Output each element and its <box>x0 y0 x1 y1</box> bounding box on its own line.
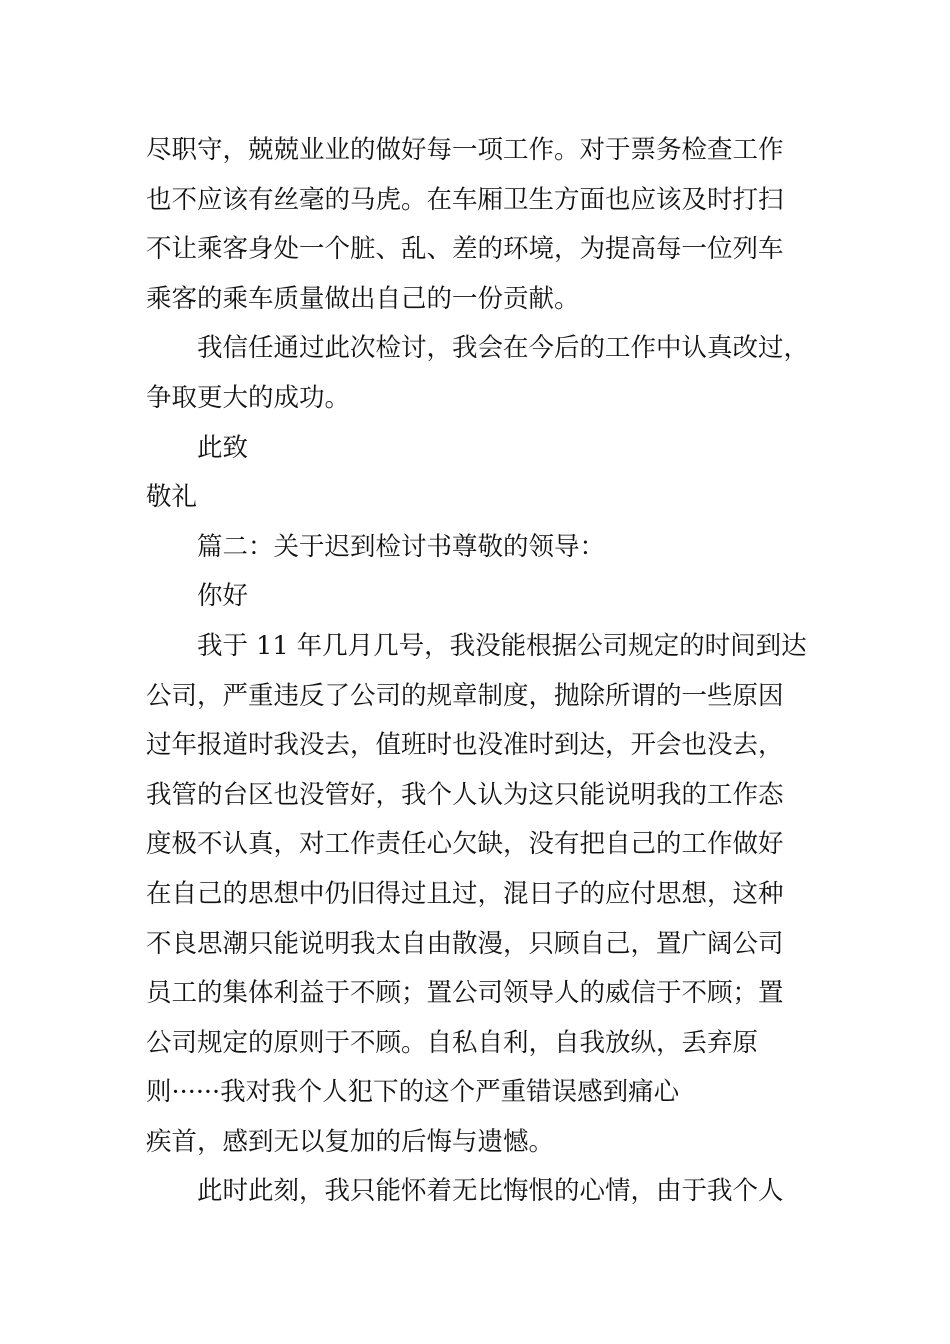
text-line: 我于 11 年几月几号，我没能根据公司规定的时间到达 <box>197 630 807 661</box>
text-line: 篇二：关于迟到检讨书尊敬的领导： <box>197 531 606 562</box>
text-line: 不让乘客身处一个脏、乱、差的环境，为提高每一位列车 <box>146 234 784 265</box>
text-line: 我信任通过此次检讨，我会在今后的工作中认真改过， <box>197 333 810 364</box>
text-line: 度极不认真，对工作责任心欠缺，没有把自己的工作做好 <box>146 829 784 860</box>
text-line: 在自己的思想中仍旧得过且过，混日子的应付思想，这种 <box>146 878 784 909</box>
text-line: 疾首，感到无以复加的后悔与遗憾。 <box>146 1126 555 1157</box>
text-line: 我管的台区也没管好，我个人认为这只能说明我的工作态 <box>146 779 784 810</box>
text-line: 公司规定的原则于不顾。自私自利，自我放纵，丢弃原 <box>146 1027 759 1058</box>
text-line: 乘客的乘车质量做出自己的一份贡献。 <box>146 283 580 314</box>
text-line: 争取更大的成功。 <box>146 382 351 413</box>
text-line: 尽职守，兢兢业业的做好每一项工作。对于票务检查工作 <box>146 135 784 165</box>
text-line: 敬礼 <box>146 482 198 513</box>
text-line: 公司，严重违反了公司的规章制度，抛除所谓的一些原因 <box>146 680 784 711</box>
text-line: 此致 <box>197 432 249 463</box>
text-line: 也不应该有丝毫的马虎。在车厢卫生方面也应该及时打扫 <box>146 184 784 215</box>
text-line: 则······我对我个人犯下的这个严重错误感到痛心 <box>146 1077 680 1108</box>
text-line: 此时此刻，我只能怀着无比悔恨的心情，由于我个人 <box>197 1176 784 1207</box>
text-line: 不良思潮只能说明我太自由散漫，只顾自己，置广阔公司 <box>146 928 784 959</box>
document-body <box>146 126 826 1217</box>
text-line: 员工的集体利益于不顾；置公司领导人的威信于不顾；置 <box>146 978 784 1009</box>
text-line: 过年报道时我没去，值班时也没准时到达，开会也没去， <box>146 730 784 761</box>
text-line: 你好 <box>197 581 249 612</box>
